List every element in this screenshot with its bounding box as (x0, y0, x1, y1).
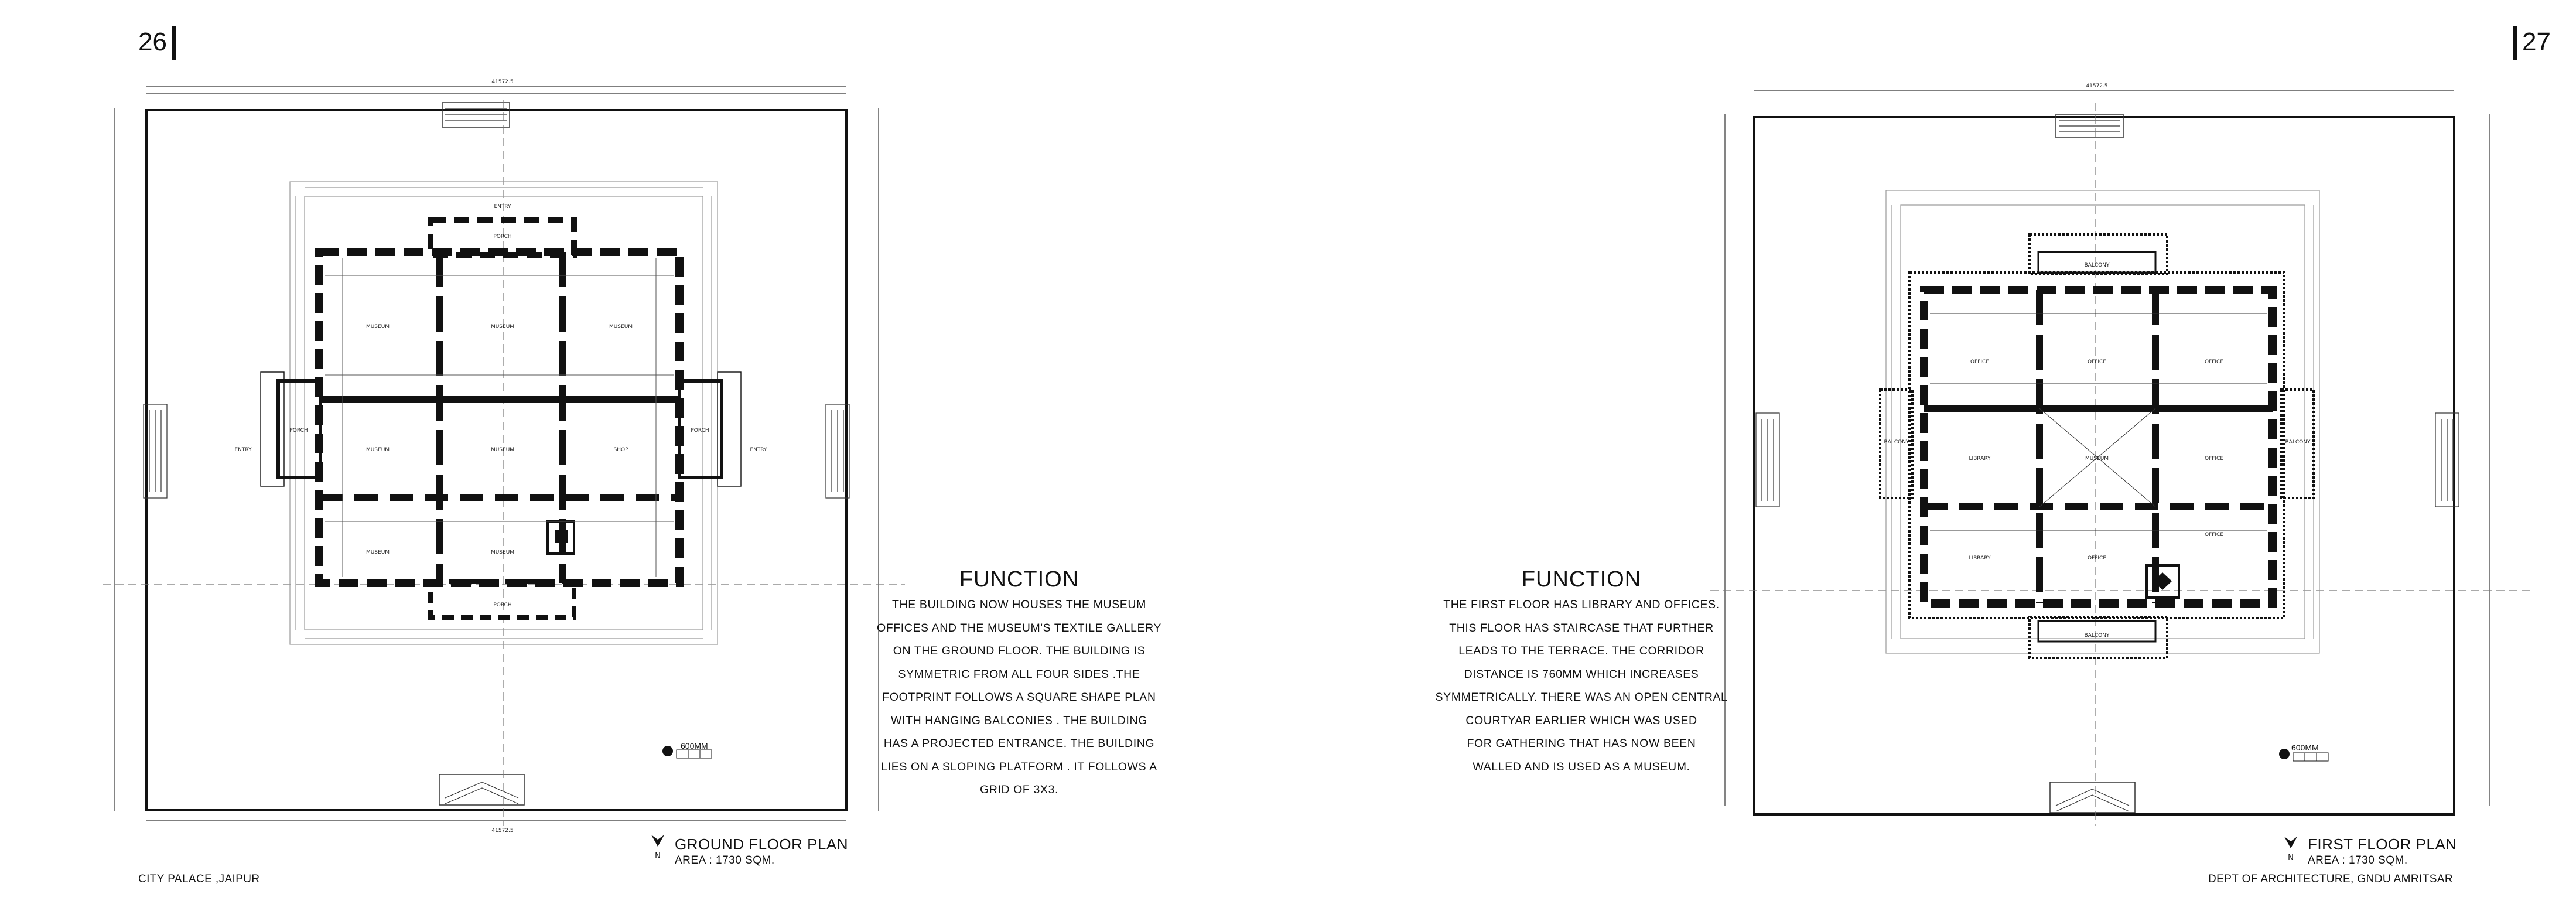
svg-text:PORCH: PORCH (289, 428, 308, 434)
left-north-label: N (655, 852, 661, 861)
ground-floor-plan-area: AREA : 1730 SQM. (675, 854, 775, 866)
svg-text:ENTRY: ENTRY (494, 204, 511, 210)
svg-text:PORCH: PORCH (493, 602, 512, 608)
svg-text:SHOP: SHOP (613, 447, 628, 453)
svg-text:MUSEUM: MUSEUM (490, 447, 515, 453)
first-floor-plan-title: FIRST FLOOR PLAN (2308, 835, 2457, 853)
function-right-line: COURTYAR EARLIER WHICH WAS USED (1465, 714, 1697, 727)
svg-text:OFFICE: OFFICE (1970, 359, 1990, 365)
svg-text:OFFICE: OFFICE (2087, 359, 2107, 365)
svg-text:ENTRY: ENTRY (750, 447, 767, 453)
svg-text:MUSEUM: MUSEUM (365, 550, 390, 555)
function-right-line: THE FIRST FLOOR HAS LIBRARY AND OFFICES. (1443, 598, 1720, 611)
svg-text:BALCONY: BALCONY (2084, 633, 2110, 639)
svg-text:PORCH: PORCH (691, 428, 709, 434)
function-left-line: OFFICES AND THE MUSEUM'S TEXTILE GALLERY (876, 621, 1162, 634)
function-left-line: FOOTPRINT FOLLOWS A SQUARE SHAPE PLAN (882, 691, 1156, 704)
function-right-line: SYMMETRICALLY. THERE WAS AN OPEN CENTRAL (1435, 691, 1728, 704)
first-floor-plan-drawing (1710, 79, 2530, 841)
svg-text:MUSEUM: MUSEUM (2085, 456, 2109, 462)
function-left-title: FUNCTION (959, 567, 1079, 592)
footer-left: CITY PALACE ,JAIPUR (138, 873, 260, 885)
right-scale-label: 600MM (2291, 743, 2319, 752)
function-right-line: LEADS TO THE TERRACE. THE CORRIDOR (1458, 644, 1704, 657)
svg-text:OFFICE: OFFICE (2204, 456, 2224, 462)
right-north-label: N (2288, 854, 2294, 862)
function-right-line: FOR GATHERING THAT HAS NOW BEEN (1467, 737, 1696, 750)
first-floor-plan-area: AREA : 1730 SQM. (2308, 854, 2408, 866)
svg-text:MUSEUM: MUSEUM (365, 324, 390, 330)
page-number-left: 26 (138, 28, 167, 56)
svg-text:LIBRARY: LIBRARY (1969, 555, 1991, 561)
svg-text:MUSEUM: MUSEUM (490, 550, 515, 555)
function-left-line: GRID OF 3X3. (980, 783, 1058, 796)
svg-text:LIBRARY: LIBRARY (1969, 456, 1991, 462)
svg-text:BALCONY: BALCONY (1884, 439, 1909, 445)
function-right-block (1423, 567, 1740, 779)
function-left-line: ON THE GROUND FLOOR. THE BUILDING IS (893, 644, 1146, 657)
page-number-right: 27 (2522, 28, 2551, 56)
svg-text:41572.5: 41572.5 (491, 79, 514, 85)
function-right-line: DISTANCE IS 760MM WHICH INCREASES (1464, 667, 1699, 681)
svg-text:MUSEUM: MUSEUM (365, 447, 390, 453)
function-right-line: WALLED AND IS USED AS A MUSEUM. (1473, 760, 1690, 773)
function-right-title: FUNCTION (1521, 567, 1642, 592)
svg-text:BALCONY: BALCONY (2285, 439, 2311, 445)
page-number-divider-right (2513, 26, 2517, 60)
svg-text:MUSEUM: MUSEUM (490, 324, 515, 330)
function-left-line: WITH HANGING BALCONIES . THE BUILDING (891, 714, 1147, 727)
function-left-line: SYMMETRIC FROM ALL FOUR SIDES .THE (898, 667, 1140, 681)
right-north-arrow-icon (2283, 837, 2298, 865)
function-left-line: THE BUILDING NOW HOUSES THE MUSEUM (892, 598, 1146, 611)
function-left-line: LIES ON A SLOPING PLATFORM . IT FOLLOWS A (881, 760, 1157, 773)
ground-floor-plan-drawing (103, 76, 905, 844)
ground-floor-plan-title: GROUND FLOOR PLAN (675, 835, 848, 853)
left-north-arrow-icon (650, 835, 665, 864)
function-left-block (861, 567, 1177, 802)
svg-text:OFFICE: OFFICE (2204, 532, 2224, 538)
footer-right: DEPT OF ARCHITECTURE, GNDU AMRITSAR (2208, 873, 2453, 885)
svg-text:41572.5: 41572.5 (491, 828, 514, 834)
svg-text:ENTRY: ENTRY (234, 447, 252, 453)
svg-text:41572.5: 41572.5 (2086, 83, 2108, 89)
svg-text:MUSEUM: MUSEUM (609, 324, 633, 330)
svg-text:OFFICE: OFFICE (2087, 555, 2107, 561)
svg-text:PORCH: PORCH (493, 234, 512, 240)
svg-text:BALCONY: BALCONY (2084, 262, 2110, 268)
page-number-divider-left (172, 26, 176, 60)
function-left-line: HAS A PROJECTED ENTRANCE. THE BUILDING (883, 737, 1155, 750)
svg-text:OFFICE: OFFICE (2204, 359, 2224, 365)
left-scale-label: 600MM (681, 741, 708, 750)
function-right-line: THIS FLOOR HAS STAIRCASE THAT FURTHER (1449, 621, 1714, 634)
